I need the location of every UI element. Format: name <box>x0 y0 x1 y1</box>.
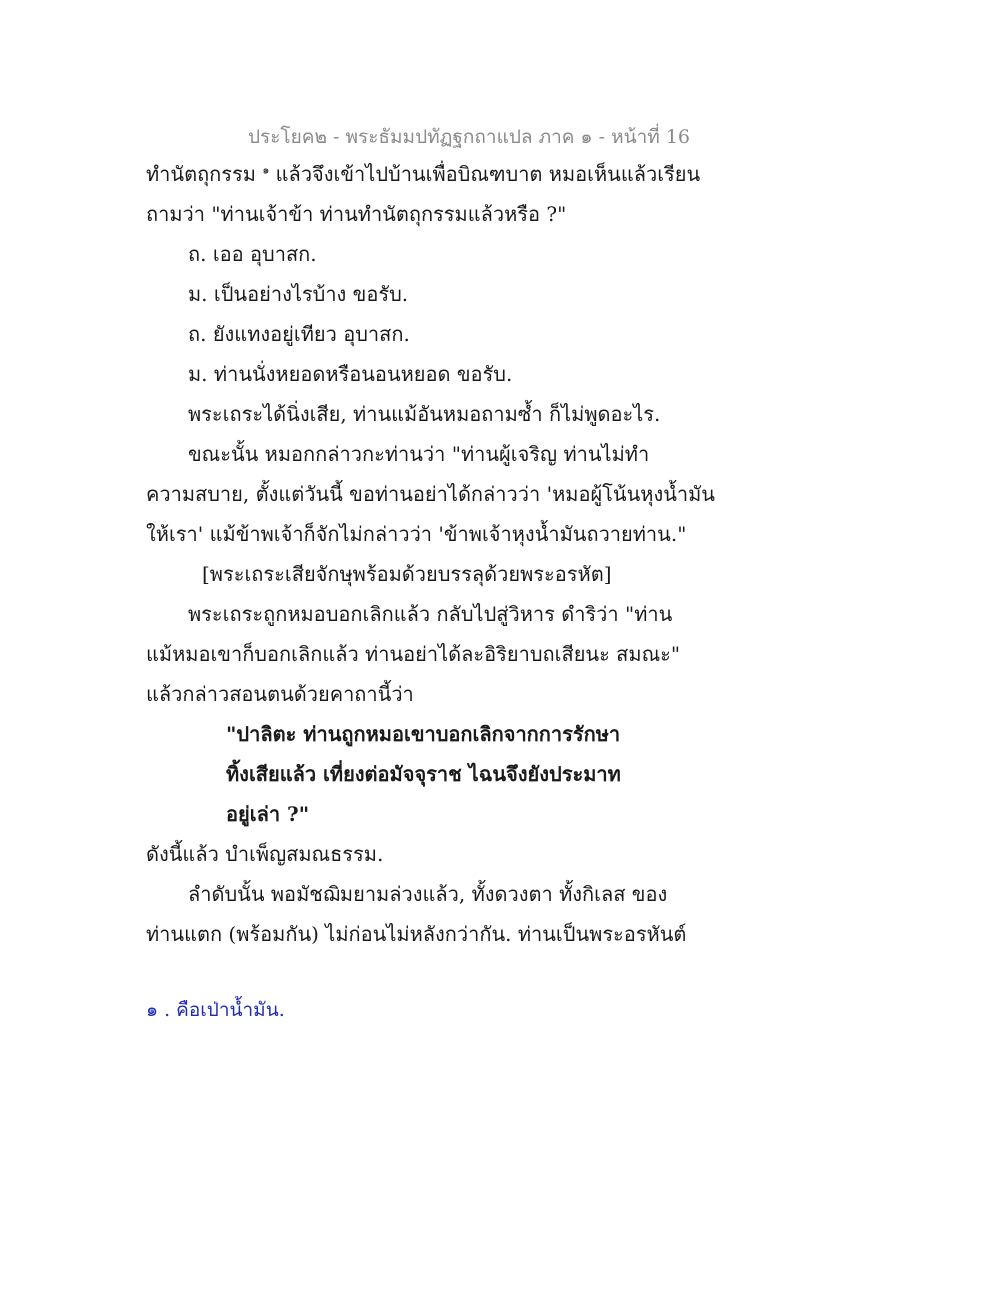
paragraph-line-10: ให้เรา' แม้ข้าพเจ้าก็จักไม่กล่าวว่า 'ข้าพเจ้าหุงน้ำมันถวายท่าน." <box>146 522 687 546</box>
paragraph-line-8: ขณะนั้น หมอกกล่าวกะท่านว่า "ท่านผู้เจริญ ท่านไม่ทำ <box>188 442 650 466</box>
dialogue-line-2: ม. เป็นอย่างไรบ้าง ขอรับ. <box>188 282 409 306</box>
page-header: ประโยค๒ - พระธัมมปทัฏฐกถาแปล ภาค ๑ - หน้าที่ 16 <box>247 126 690 148</box>
dialogue-line-3: ถ. ยังแทงอยู่เทียว อุบาสก. <box>188 322 410 346</box>
paragraph-line-7: พระเถระได้นิ่งเสีย, ท่านแม้อันหมอถามซ้ำ ก็ไม่พูดอะไร. <box>188 402 661 426</box>
dialogue-line-4: ม. ท่านนั่งหยอดหรือนอนหยอด ขอรับ. <box>188 362 513 386</box>
paragraph-line-14: แล้วกล่าวสอนตนด้วยคาถานี้ว่า <box>146 682 414 706</box>
paragraph-line-13: แม้หมอเขาก็บอกเลิกแล้ว ท่านอย่าได้ละอิริยาบถเสียนะ สมณะ" <box>146 642 681 666</box>
body-line-1-start: ทำนัตถุกรรม <box>146 162 256 186</box>
footnote-text: . คือเป่าน้ำมัน. <box>158 999 285 1021</box>
verse-line-1: "ปาลิตะ ท่านถูกหมอเขาบอกเลิกจากการรักษา <box>226 722 621 746</box>
dialogue-line-1: ถ. เออ อุบาสก. <box>188 242 317 266</box>
section-heading: [พระเถระเสียจักษุพร้อมด้วยบรรลุด้วยพระอรหัต] <box>202 562 612 586</box>
footnote-marker: ๑ <box>262 163 270 177</box>
paragraph-line-17: ท่านแตก (พร้อมกัน) ไม่ก่อนไม่หลังกว่ากัน. ท่านเป็นพระอรหันต์ <box>146 922 687 946</box>
paragraph-line-9: ความสบาย, ตั้งแต่วันนี้ ขอท่านอย่าได้กล่าวว่า 'หมอผู้โน้นหุงน้ำมัน <box>146 482 715 506</box>
body-text <box>146 154 715 954</box>
body-line-2: ถามว่า "ท่านเจ้าข้า ท่านทำนัตถุกรรมแล้วหรือ ?" <box>146 202 567 226</box>
verse-line-3: อยู่เล่า ?" <box>226 802 310 826</box>
verse-line-2: ทิ้งเสียแล้ว เที่ยงต่อมัจจุราช ไฉนจึงยังประมาท <box>226 762 621 786</box>
footnote-number: ๑ <box>146 999 159 1021</box>
paragraph-line-16: ลำดับนั้น พอมัชฌิมยามล่วงแล้ว, ทั้งดวงตา ทั้งกิเลส ของ <box>188 882 668 906</box>
footnote <box>146 995 285 1025</box>
body-line-1-end: แล้วจึงเข้าไปบ้านเพื่อบิณฑบาต หมอเห็นแล้วเรียน <box>269 162 701 186</box>
paragraph-line-15: ดังนี้แล้ว บำเพ็ญสมณธรรม. <box>146 842 384 866</box>
paragraph-line-12: พระเถระถูกหมอบอกเลิกแล้ว กลับไปสู่วิหาร ดำริว่า "ท่าน <box>188 602 673 626</box>
body-line-1 <box>146 154 706 194</box>
